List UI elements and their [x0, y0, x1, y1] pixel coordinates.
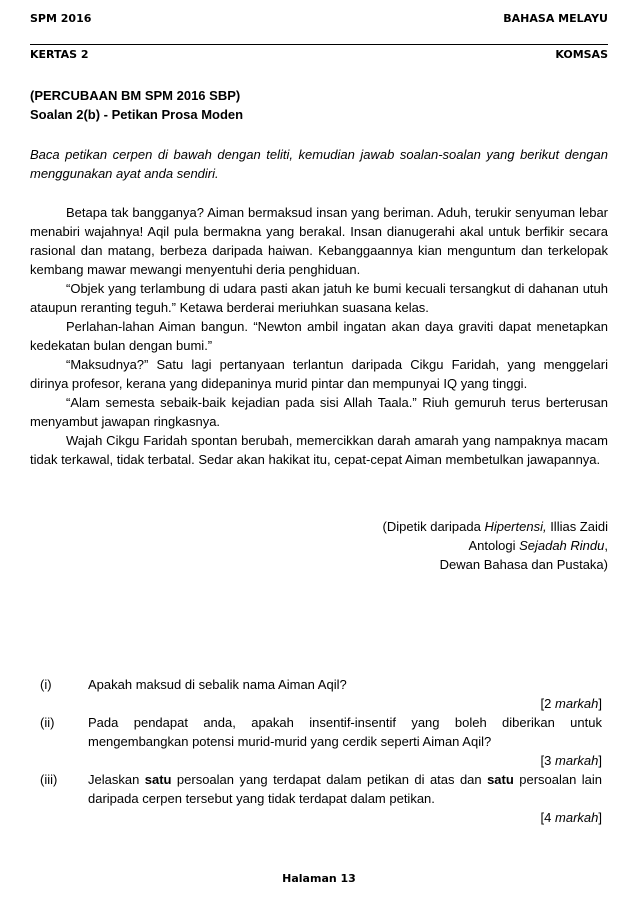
header-subject-year: SPM 2016 [30, 12, 92, 25]
header-paper: KERTAS 2 [30, 48, 89, 61]
passage-paragraph: “Objek yang terlambung di udara pasti akan jatuh ke bumi kecuali tersangkut di dahanan utuh ataupun reranting teguh.” Ketawa berderai meriuhkan suasana kelas. [30, 281, 608, 315]
instruction-block [30, 145, 608, 183]
question-item [40, 770, 602, 808]
passage-paragraph: Wajah Cikgu Faridah spontan berubah, memercikkan darah amarah yang nampaknya macam tidak terkawal, tidak terbatal. Sedar akan hakikat itu, cepat-cepat Aiman membetulkan jawapannya. [30, 433, 608, 467]
question-marks: [2 markah] [540, 696, 602, 711]
section-title-question: Soalan 2(b) - Petikan Prosa Moden [30, 107, 244, 122]
header-rule [30, 44, 608, 45]
source-book-title: Hipertensi, [484, 519, 547, 534]
question-text: Pada pendapat anda, apakah insentif-insentif yang boleh diberikan untuk mengembangkan potensi murid-murid yang cerdik seperti Aiman Aqil? [88, 715, 602, 749]
passage-source [30, 517, 608, 574]
question-number: (iii) [40, 772, 58, 787]
passage-paragraph: “Maksudnya?” Satu lagi pertanyaan terlantun daripada Cikgu Faridah, yang menggelari dirinya profesor, kerana yang didepaninya murid pintar dan mempunyai IQ yang tinggi. [30, 357, 608, 391]
header-component: KOMSAS [555, 48, 608, 61]
passage-paragraph: Betapa tak bangganya? Aiman bermaksud insan yang beriman. Aduh, terukir senyuman lebar menabiri wajahnya! Aqil pula bermakna yang berakal. Insan dianugerahi akal untuk berfikir secara rasional dan matang, berbeza daripada haiwan. Kebanggaannya kian menguntum dan terkelopak kembang mawar mewangi menyentuhi deria penghiduan. [30, 205, 608, 277]
question-item [40, 713, 602, 751]
question-item [40, 675, 602, 694]
question-number: (ii) [40, 715, 55, 730]
question-marks: [3 markah] [540, 753, 602, 768]
section-title-trial: (PERCUBAAN BM SPM 2016 SBP) [30, 88, 241, 103]
question-number: (i) [40, 677, 52, 692]
passage-paragraph: Perlahan-lahan Aiman bangun. “Newton ambil ingatan akan daya graviti dapat menetapkan kedekatan bulan dengan bumi.” [30, 319, 608, 353]
passage-paragraph: “Alam semesta sebaik-baik kejadian pada sisi Allah Taala.” Riuh gemuruh terus berterusan menyambut jawapan ringkasnya. [30, 395, 608, 429]
question-text: Apakah maksud di sebalik nama Aiman Aqil? [88, 677, 347, 692]
passage [30, 203, 608, 469]
section-heading [30, 86, 608, 124]
source-line-3: Dewan Bahasa dan Pustaka) [439, 557, 608, 572]
instruction-text: Baca petikan cerpen di bawah dengan teliti, kemudian jawab soalan-soalan yang berikut dengan menggunakan ayat anda sendiri. [30, 147, 608, 181]
source-line-2: Antologi Sejadah Rindu, [468, 538, 608, 553]
source-line-1: (Dipetik daripada Hipertensi, Illias Zaidi [382, 519, 608, 534]
source-anthology-title: Sejadah Rindu [519, 538, 605, 553]
question-text: Jelaskan satu persoalan yang terdapat dalam petikan di atas dan satu persoalan lain daripada cerpen tersebut yang tidak terdapat dalam petikan. [88, 772, 603, 806]
header-subject: BAHASA MELAYU [503, 12, 608, 25]
page-number: Halaman 13 [282, 872, 356, 885]
question-list [40, 675, 602, 827]
question-marks: [4 markah] [540, 810, 602, 825]
